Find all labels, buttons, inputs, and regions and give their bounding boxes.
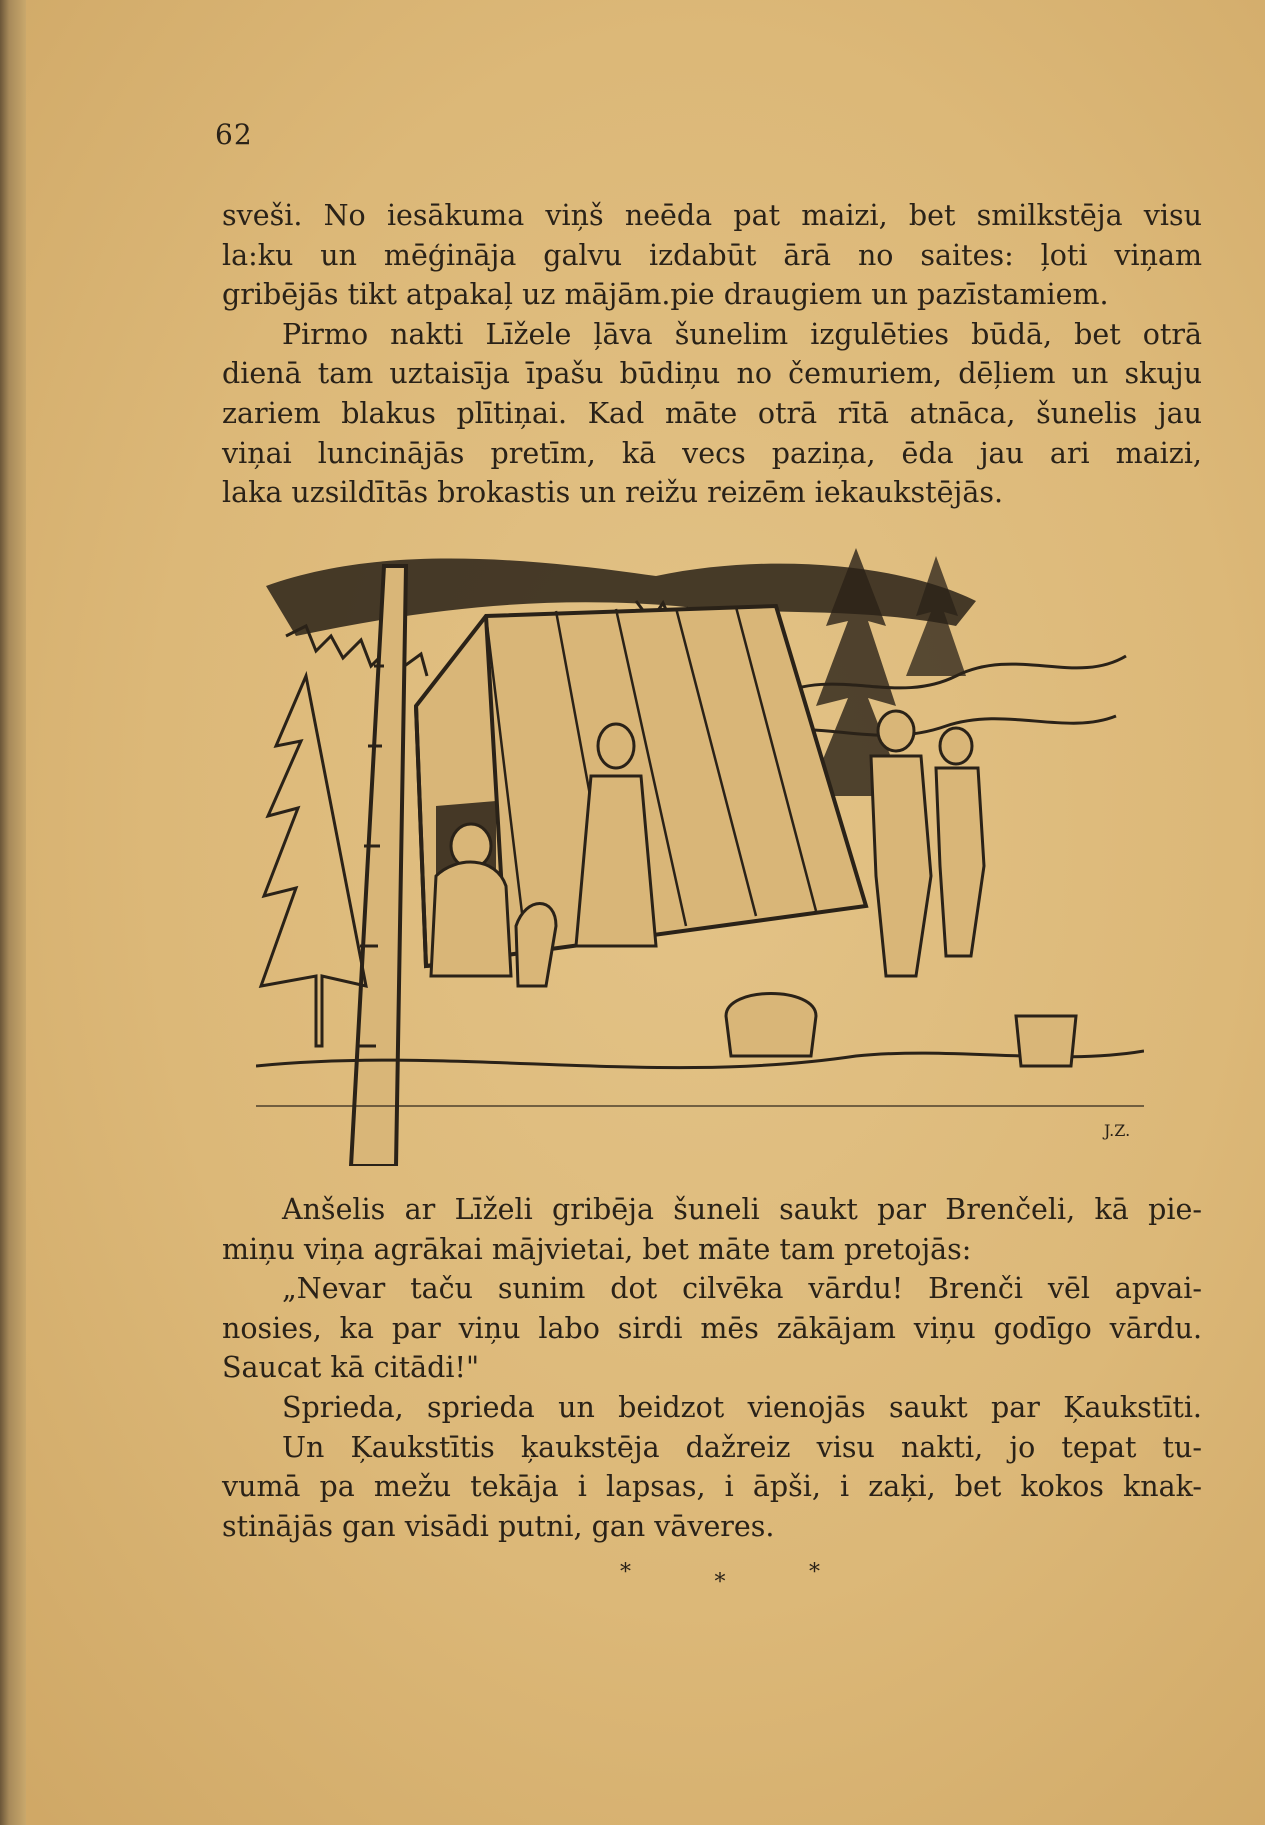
asterisk-icon: * [714,1570,726,1595]
text-line: Anšelis ar Līželi gribēja šuneli saukt par Brenčeli, kā pie- [282,1193,1202,1226]
paragraph-2 [222,1190,1202,1546]
asterisk-icon: * [620,1560,631,1585]
text-line: „Nevar taču sunim dot cilvēka vārdu! Brenči vēl apvai- [282,1272,1202,1306]
text-line: Sprieda, sprieda un beidzot vienojās saukt par Ķaukstīti. [282,1390,1202,1424]
woodcut-forest-hut-icon [256,546,1144,1166]
text-line: la:ku un mēģināja galvu izdabūt ārā no saites: ļoti viņam [222,238,1202,272]
text-line: zariem blakus plītiņai. Kad māte otrā rītā atnāca, šunelis jau [222,396,1202,430]
text-line: sveši. No iesākuma viņš neēda pat maizi, bet smilkstēja visu [222,199,1202,232]
text-line: stinājās gan visādi putni, gan vāveres. [222,1509,775,1543]
illustration-signature: J.Z. [1104,1121,1131,1140]
text-line: Saucat kā citādi!" [222,1351,480,1385]
text-line: laka uzsildītās brokastis un reižu reizēm iekaukstējās. [222,476,1004,510]
text-line: Pirmo nakti Līžele ļāva šunelim izgulēties būdā, bet otrā [282,317,1202,351]
asterisk-icon: * [809,1560,820,1585]
text-line: viņai luncinājās pretīm, kā vecs paziņa, ēda jau ari maizi, [222,436,1202,470]
paragraph-1 [222,196,1202,513]
text-line: dienā tam uztaisīja īpašu būdiņu no čemuriem, dēļiem un skuju [222,357,1202,391]
text-line: Un Ķaukstītis ķaukstēja dažreiz visu nakti, jo tepat tu- [282,1430,1202,1464]
text-line: nosies, ka par viņu labo sirdi mēs zākājam viņu godīgo vārdu. [222,1311,1202,1345]
text-line: gribējās tikt atpakaļ uz mājām.pie draugiem un pazīstamiem. [222,278,1109,312]
book-binding-edge [0,0,26,1825]
page-number: 62 [215,118,253,151]
text-line: vumā pa mežu tekāja i lapsas, i āpši, i zaķi, bet kokos knak- [222,1470,1202,1504]
section-break [620,1560,820,1595]
text-line: miņu viņa agrākai mājvietai, bet māte tam pretojās: [222,1232,972,1266]
